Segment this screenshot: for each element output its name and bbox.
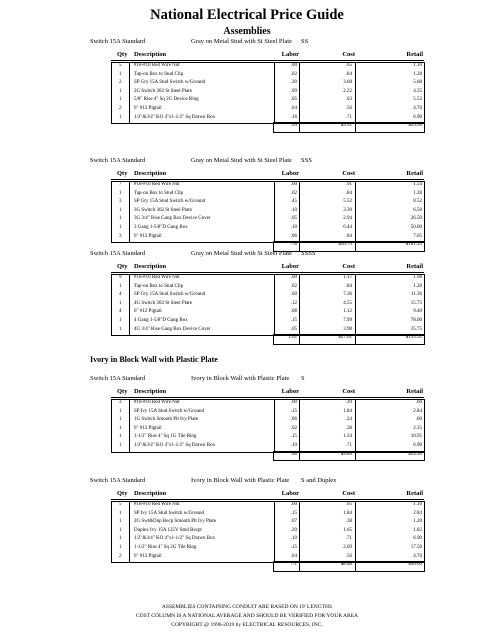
cell-description: 3G Switch 302 St Steel Plate — [134, 207, 192, 213]
cell-cost: .28 — [345, 425, 352, 431]
cell-cost: .24 — [345, 417, 352, 423]
header-rule — [111, 60, 424, 61]
col-retail-header: Retail — [406, 170, 423, 177]
cell-cost: 3.68 — [343, 80, 352, 86]
table-header — [111, 387, 424, 397]
cell-description: 5/8" Rise 4" Sq 2G Device Ring — [134, 97, 199, 103]
cell-description: 6" #12 Pigtail — [134, 425, 162, 431]
cell-retail: 11.36 — [410, 292, 422, 298]
page-title: National Electrical Price Guide — [150, 7, 344, 23]
cell-description: 4 Gang 1-5/8"D Gang Box — [134, 317, 188, 323]
cell-description: 3G 3/4" Rise Gang Box Device Cover — [134, 216, 211, 222]
cell-qty: 1 — [119, 283, 122, 289]
grid-line — [355, 400, 356, 452]
cell-cost: 6.44 — [343, 224, 352, 230]
grid-line — [274, 275, 275, 335]
cell-description: 3 Gang 1-5/8"D Gang Box — [134, 224, 188, 230]
grid-line — [274, 182, 275, 242]
cell-cost: 2.69 — [343, 544, 352, 550]
cell-retail: 2.84 — [413, 408, 422, 414]
total-labor: .71 — [290, 562, 297, 568]
cell-qty: 1 — [119, 190, 122, 196]
assembly-description: Ivory in Block Wall with Plastic Plate — [191, 375, 290, 382]
cell-description: Duplex Ivy 15A 125V Stnd Recpt — [134, 527, 202, 533]
cell-labor: .60 — [290, 292, 297, 298]
grid-line — [129, 502, 130, 562]
assembly-code: SSS — [301, 157, 312, 164]
cell-qty: 1 — [119, 114, 122, 120]
table-rows — [111, 62, 424, 131]
cell-cost: 1.84 — [343, 408, 352, 414]
cell-description: 6" #12 Pigtail — [134, 309, 162, 315]
cell-labor: .06 — [290, 233, 297, 239]
cell-qty: 1 — [119, 71, 122, 77]
cell-retail: 1.28 — [413, 71, 422, 77]
cell-labor: .02 — [290, 71, 297, 77]
assembly-code: S — [301, 375, 305, 382]
col-description-header: Description — [134, 388, 167, 395]
grid-line — [299, 182, 300, 242]
cell-description: 2G Switch 302 St Steel Plate — [134, 88, 192, 94]
cell-description: Tap-on Box to Stud Clip — [134, 283, 184, 289]
table-header — [111, 169, 424, 179]
cell-labor: .07 — [290, 519, 297, 525]
total-cost: $8.48 — [340, 562, 352, 568]
cell-retail: 8.52 — [413, 199, 422, 205]
assembly-type: Switch 15A Standard — [90, 157, 146, 164]
cell-qty: 9 — [119, 275, 122, 280]
cell-retail: 1.54 — [413, 182, 422, 187]
cell-retail: 15.75 — [410, 300, 422, 306]
cell-retail: 35.75 — [410, 326, 422, 332]
cell-description: #18-#10 Red Wire Nut — [134, 63, 180, 68]
cell-labor: .02 — [290, 283, 297, 289]
cell-description: SP Gry 15A Stud Switch w/Ground — [134, 80, 206, 86]
grid-line — [355, 562, 356, 571]
table-grid — [111, 399, 425, 453]
cell-qty: 3 — [119, 199, 122, 205]
assembly-description: Gray on Metal Stud with St Steel Plate — [191, 250, 292, 257]
grid-line — [129, 63, 130, 123]
cell-qty: 1 — [119, 442, 122, 448]
assembly-header — [90, 375, 420, 384]
cell-labor: .02 — [290, 425, 297, 431]
cell-retail: 4.70 — [413, 105, 422, 111]
col-qty-header: Qty — [117, 263, 128, 270]
total-cost: $9.51 — [340, 123, 352, 129]
cell-description: Tap-on Box to Stud Clip — [134, 190, 184, 196]
cell-description: SP Ivy 15A Stud Switch w/Ground — [134, 408, 204, 414]
cell-retail: 5.68 — [413, 80, 422, 86]
cell-labor: .10 — [290, 207, 297, 213]
table-header — [111, 489, 424, 499]
col-labor-header: Labor — [281, 490, 299, 497]
assembly-code: S and Duplex — [301, 477, 337, 484]
col-description-header: Description — [134, 51, 167, 58]
assembly-description: Gray on Metal Stud with St Steel Plate — [191, 38, 292, 45]
cell-qty: 5 — [119, 502, 122, 507]
cell-retail: 17.50 — [410, 544, 422, 550]
cell-cost: .65 — [345, 502, 352, 507]
cell-description: 6" #12 Pigtail — [134, 233, 162, 239]
cell-description: 6" #12 Pigtail — [134, 553, 162, 559]
assembly-description: Gray on Metal Stud with St Steel Plate — [191, 157, 292, 164]
assembly-header — [90, 38, 420, 47]
cell-retail: 5.53 — [413, 97, 422, 103]
total-labor: .59 — [290, 123, 297, 129]
cell-qty: 1 — [119, 216, 122, 222]
cell-labor: .15 — [290, 317, 297, 323]
cell-cost: .56 — [345, 553, 352, 559]
col-cost-header: Cost — [342, 388, 355, 395]
cell-qty: 2 — [119, 105, 122, 111]
cell-retail: 4.70 — [413, 553, 422, 559]
grid-line — [299, 562, 300, 571]
total-retail: $101.39 — [405, 242, 422, 248]
cell-labor: .16 — [290, 114, 297, 120]
cell-description: SP Gry 15A Stud Switch w/Ground — [134, 199, 206, 205]
cell-description: 2G Swt&Dup Recp Smooth Plt Ivy Plate — [134, 519, 216, 525]
cell-labor: .10 — [290, 224, 297, 230]
footer-note-cost: COST COLUMN IS A NATIONAL AVERAGE AND SHOULD BE VERIFIED FOR YOUR AREA — [135, 613, 359, 619]
assembly-type: Switch 15A Standard — [90, 477, 146, 484]
table-rows — [111, 181, 424, 250]
cell-labor: .06 — [290, 417, 297, 423]
table-grid — [111, 181, 425, 243]
cell-labor: .15 — [290, 408, 297, 414]
cell-labor: .05 — [290, 97, 297, 103]
cell-retail: 6.50 — [413, 207, 422, 213]
col-qty-header: Qty — [117, 490, 128, 497]
grid-line — [355, 275, 356, 335]
col-retail-header: Retail — [406, 263, 423, 270]
col-description-header: Description — [134, 490, 167, 497]
header-rule — [111, 397, 424, 398]
col-retail-header: Retail — [406, 51, 423, 58]
grid-line — [355, 452, 356, 461]
total-grid — [273, 561, 425, 572]
grid-line — [355, 182, 356, 242]
cell-retail: 1.10 — [413, 63, 422, 68]
cell-retail: 6.90 — [413, 536, 422, 542]
cell-qty: 1 — [119, 527, 122, 533]
total-grid — [273, 451, 425, 462]
cell-retail: 2.35 — [413, 425, 422, 431]
total-labor: 1.02 — [288, 335, 297, 341]
table-header — [111, 50, 424, 60]
cell-cost: .56 — [345, 105, 352, 111]
total-cost: $20.79 — [338, 242, 352, 248]
col-cost-header: Cost — [342, 170, 355, 177]
header-rule — [111, 499, 424, 500]
assembly-type: Switch 15A Standard — [90, 250, 146, 257]
total-cost: $4.80 — [340, 451, 352, 457]
cell-labor: .15 — [290, 544, 297, 550]
cell-qty: 1 — [119, 544, 122, 550]
assembly-table — [111, 50, 424, 131]
cell-qty: 1 — [119, 536, 122, 542]
cell-qty: 2 — [119, 553, 122, 559]
cell-cost: .71 — [345, 114, 352, 120]
assembly-description: Ivory in Block Wall with Plastic Plate — [191, 477, 290, 484]
cell-labor: .09 — [290, 88, 297, 94]
total-retail: $36.06 — [408, 562, 422, 568]
cell-description: #18-#10 Red Wire Nut — [134, 275, 180, 280]
cell-cost: 2.94 — [343, 216, 352, 222]
cell-cost: 7.99 — [343, 317, 352, 323]
col-labor-header: Labor — [281, 170, 299, 177]
cell-description: 1/2"&3/4" KO 4"x1-1/2" Sq Drawn Box — [134, 442, 216, 448]
cell-description: Tap-on Box to Stud Clip — [134, 71, 184, 77]
cell-cost: 1.12 — [343, 309, 352, 315]
total-cost: $27.01 — [338, 335, 352, 341]
cell-labor: .08 — [290, 309, 297, 315]
cell-qty: 5 — [119, 63, 122, 68]
assembly-code: SS — [301, 38, 309, 45]
assembly-header — [90, 250, 420, 259]
cell-labor: .45 — [290, 199, 297, 205]
cell-labor: .00 — [290, 502, 297, 507]
grid-line — [355, 123, 356, 132]
cell-qty: 1 — [119, 224, 122, 230]
col-labor-header: Labor — [281, 263, 299, 270]
section-heading: Ivory in Block Wall with Plastic Plate — [90, 355, 218, 364]
col-qty-header: Qty — [117, 388, 128, 395]
grid-line — [129, 275, 130, 335]
cell-labor: .10 — [290, 536, 297, 542]
cell-labor: .05 — [290, 216, 297, 222]
total-labor: .48 — [290, 451, 297, 457]
total-labor: .78 — [290, 242, 297, 248]
cell-labor: .00 — [290, 182, 297, 187]
cell-qty: 1 — [119, 317, 122, 323]
col-qty-header: Qty — [117, 170, 128, 177]
grid-line — [299, 275, 300, 335]
page-subtitle: Assemblies — [223, 26, 271, 37]
cell-retail: 9.40 — [413, 309, 422, 315]
cell-cost: .84 — [345, 71, 352, 77]
assembly-table — [111, 169, 424, 250]
grid-line — [299, 400, 300, 452]
col-labor-header: Labor — [281, 388, 299, 395]
total-retail: $153.52 — [405, 335, 422, 341]
cell-description: 1/2"&3/4" KO 4"x1-1/2" Sq Drawn Box — [134, 114, 216, 120]
cell-qty: 1 — [119, 417, 122, 423]
grid-line — [299, 335, 300, 344]
grid-line — [129, 400, 130, 452]
cell-qty: 7 — [119, 182, 122, 187]
cell-cost: .38 — [345, 519, 352, 525]
assembly-table — [111, 387, 424, 459]
col-cost-header: Cost — [342, 51, 355, 58]
footer-copyright: COPYRIGHT @ 1996-2019 by ELECTRICAL RESOURCES, INC. — [171, 622, 323, 628]
cell-retail: 1.98 — [413, 275, 422, 280]
cell-qty: 3 — [119, 400, 122, 405]
cell-cost: .71 — [345, 536, 352, 542]
grid-line — [299, 63, 300, 123]
cell-qty: 1 — [119, 519, 122, 525]
cell-qty: 1 — [119, 510, 122, 516]
cell-cost: 4.55 — [343, 300, 352, 306]
col-description-header: Description — [134, 170, 167, 177]
cell-labor: .30 — [290, 80, 297, 86]
cell-labor: .15 — [290, 510, 297, 516]
cell-description: 1-1/2" Rise 4" Sq 1G Tile Ring — [134, 434, 197, 440]
col-retail-header: Retail — [406, 490, 423, 497]
table-header — [111, 262, 424, 272]
header-rule — [111, 272, 424, 273]
cell-description: 4G 3/4" Rise Gang Box Device Cover — [134, 326, 211, 332]
cell-description: SP Ivy 15A Stud Switch w/Ground — [134, 510, 204, 516]
cell-retail: 1.10 — [413, 502, 422, 507]
cell-labor: .00 — [290, 63, 297, 68]
col-cost-header: Cost — [342, 490, 355, 497]
cell-retail: 26.50 — [410, 216, 422, 222]
cell-description: #18-#10 Red Wire Nut — [134, 502, 180, 507]
cell-retail: .60 — [415, 417, 422, 423]
grid-line — [355, 335, 356, 344]
cell-cost: 1.34 — [343, 434, 352, 440]
cell-cost: .65 — [345, 63, 352, 68]
cell-qty: 3 — [119, 233, 122, 239]
table-rows — [111, 399, 424, 459]
cell-cost: 3.98 — [343, 326, 352, 332]
cell-retail: 7.05 — [413, 233, 422, 239]
cell-cost: 7.36 — [343, 292, 352, 298]
cell-retail: 4.35 — [413, 88, 422, 94]
cell-cost: .71 — [345, 442, 352, 448]
cell-qty: 1 — [119, 97, 122, 103]
grid-line — [129, 182, 130, 242]
table-grid — [111, 274, 425, 336]
cell-cost: 2.22 — [343, 88, 352, 94]
cell-description: #18-#10 Red Wire Nut — [134, 182, 180, 187]
cell-retail: 6.90 — [413, 114, 422, 120]
cell-cost: 5.52 — [343, 199, 352, 205]
cell-cost: 3.30 — [343, 207, 352, 213]
cell-qty: 1 — [119, 300, 122, 306]
cell-retail: 1.20 — [413, 519, 422, 525]
cell-description: #18-#10 Red Wire Nut — [134, 400, 180, 405]
col-labor-header: Labor — [281, 51, 299, 58]
cell-qty: 1 — [119, 326, 122, 332]
cell-qty: 1 — [119, 408, 122, 414]
total-grid — [273, 122, 425, 133]
cell-qty: 4 — [119, 292, 122, 298]
cell-cost: 1.65 — [343, 527, 352, 533]
col-retail-header: Retail — [406, 388, 423, 395]
cell-cost: .84 — [345, 190, 352, 196]
cell-description: 1/2"&3/4" KO 4"x1-1/2" Sq Drawn Box — [134, 536, 216, 542]
cell-qty: 1 — [119, 434, 122, 440]
cell-qty: 2 — [119, 80, 122, 86]
cell-retail: 6.90 — [413, 442, 422, 448]
grid-line — [274, 63, 275, 123]
cell-description: 6" #12 Pigtail — [134, 105, 162, 111]
footer-note-conduit: ASSEMBLIES CONTAINING CONDUIT ARE BASED ON 10' LENGTHS — [161, 604, 333, 610]
table-grid — [111, 501, 425, 563]
cell-retail: 78.00 — [410, 317, 422, 323]
total-grid — [273, 334, 425, 345]
grid-line — [355, 63, 356, 123]
grid-line — [355, 502, 356, 562]
assembly-type: Switch 15A Standard — [90, 38, 146, 45]
cell-cost: .84 — [345, 233, 352, 239]
assembly-header — [90, 477, 420, 486]
col-qty-header: Qty — [117, 51, 128, 58]
cell-qty: 1 — [119, 88, 122, 94]
cell-labor: .00 — [290, 275, 297, 280]
cell-retail: 50.00 — [410, 224, 422, 230]
cell-qty: 4 — [119, 309, 122, 315]
col-cost-header: Cost — [342, 263, 355, 270]
cell-retail: 1.82 — [413, 527, 422, 533]
assembly-table — [111, 262, 424, 343]
cell-labor: .00 — [290, 400, 297, 405]
assembly-table — [111, 489, 424, 570]
cell-labor: .12 — [290, 300, 297, 306]
grid-line — [299, 502, 300, 562]
total-retail: $29.96 — [408, 123, 422, 129]
cell-labor: .05 — [290, 326, 297, 332]
cell-retail: 1.28 — [413, 190, 422, 196]
table-rows — [111, 501, 424, 570]
cell-qty: 1 — [119, 425, 122, 431]
cell-cost: .39 — [345, 400, 352, 405]
cell-cost: 1.17 — [343, 275, 352, 280]
cell-retail: 10.95 — [410, 434, 422, 440]
cell-cost: .84 — [345, 283, 352, 289]
col-description-header: Description — [134, 263, 167, 270]
table-grid — [111, 62, 425, 124]
cell-description: SP Gry 15A Stud Switch w/Ground — [134, 292, 206, 298]
cell-labor: .04 — [290, 553, 297, 559]
table-rows — [111, 274, 424, 343]
cell-retail: .66 — [415, 400, 422, 405]
cell-labor: .10 — [290, 442, 297, 448]
assembly-code: SSSS — [301, 250, 316, 257]
assembly-type: Switch 15A Standard — [90, 375, 146, 382]
grid-line — [299, 452, 300, 461]
grid-line — [299, 123, 300, 132]
cell-labor: .15 — [290, 434, 297, 440]
total-retail: $24.30 — [408, 451, 422, 457]
assembly-header — [90, 157, 420, 166]
cell-labor: .04 — [290, 105, 297, 111]
cell-labor: .20 — [290, 527, 297, 533]
cell-description: 1-1/2" Rise 4" Sq 2G Tile Ring — [134, 544, 197, 550]
grid-line — [274, 502, 275, 562]
cell-cost: .63 — [345, 97, 352, 103]
cell-description: 1G Switch Smooth Plt Ivy Plate — [134, 417, 199, 423]
cell-retail: 2.84 — [413, 510, 422, 516]
cell-qty: 1 — [119, 207, 122, 213]
cell-labor: .02 — [290, 190, 297, 196]
cell-retail: 1.28 — [413, 283, 422, 289]
grid-line — [274, 400, 275, 452]
cell-description: 4G Switch 302 St Steel Plate — [134, 300, 192, 306]
cell-cost: 1.84 — [343, 510, 352, 516]
header-rule — [111, 179, 424, 180]
cell-cost: .91 — [345, 182, 352, 187]
